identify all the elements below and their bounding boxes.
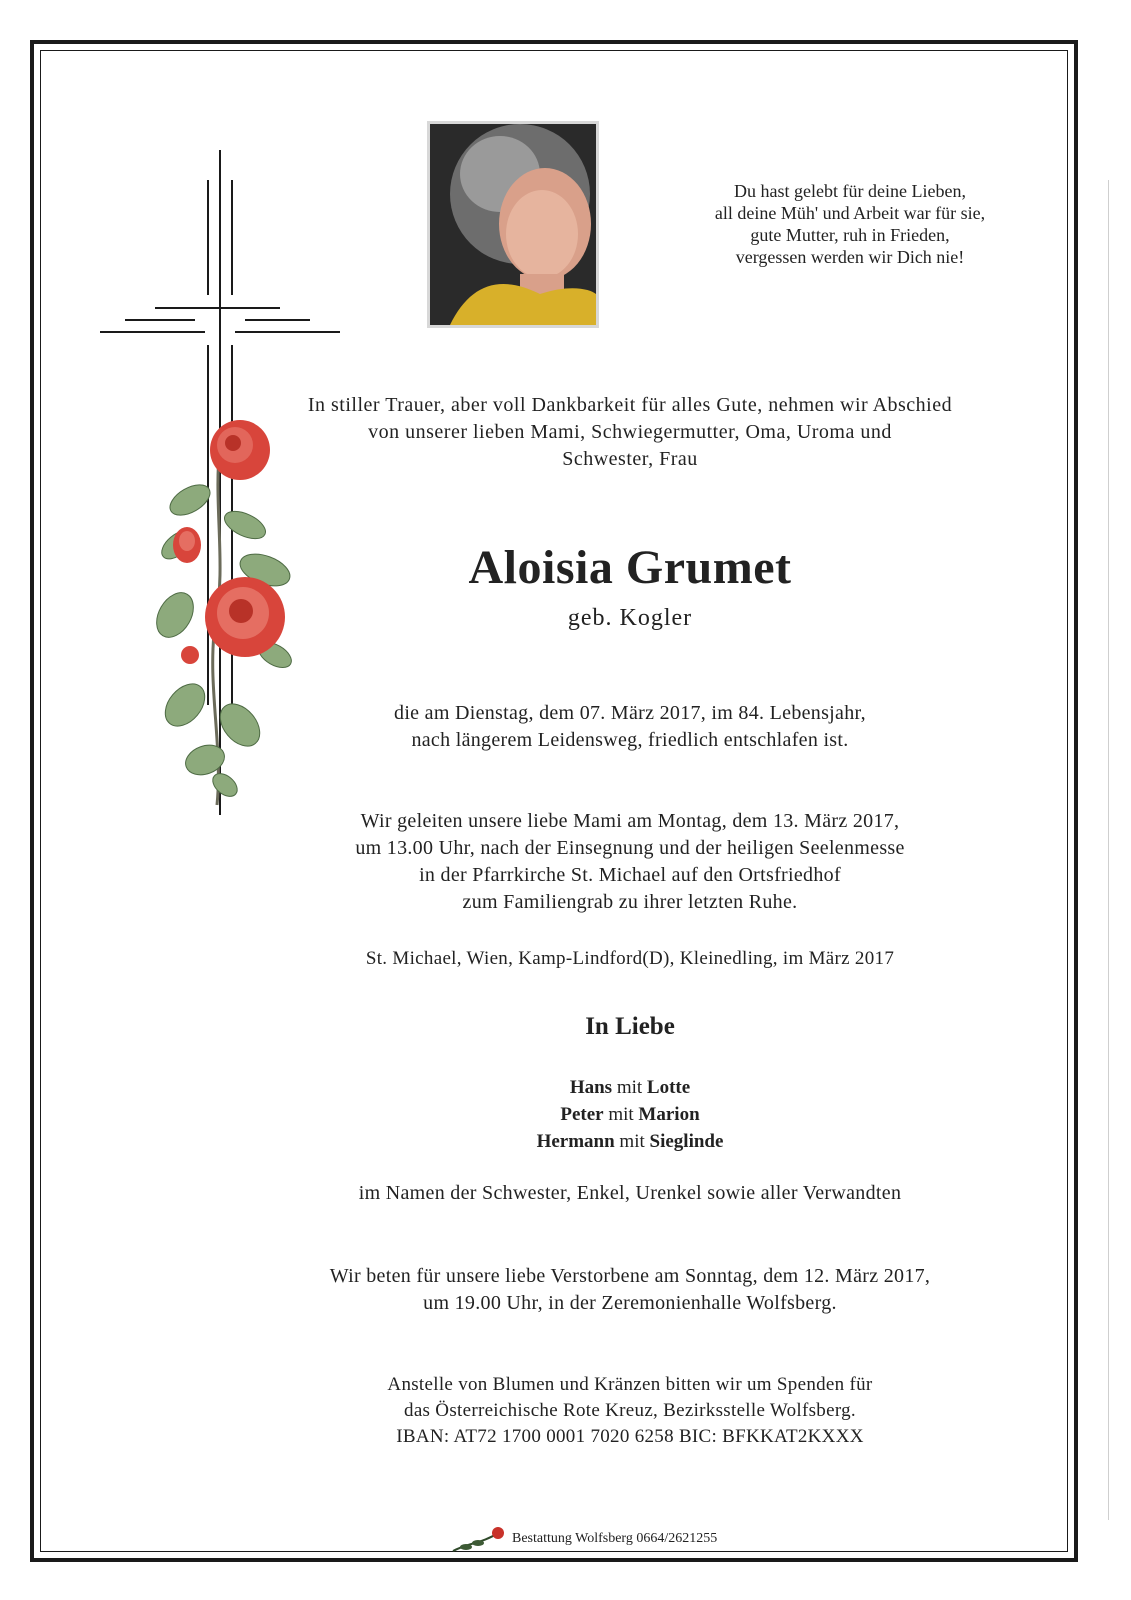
rose-logo-icon bbox=[448, 1525, 508, 1555]
family-member: Sieglinde bbox=[649, 1131, 724, 1152]
intro-line: In stiller Trauer, aber voll Dankbarkeit für alles Gute, nehmen wir Abschied bbox=[307, 394, 953, 416]
poem-line: gute Mutter, ruh in Frieden, bbox=[750, 225, 950, 245]
funeral-line: in der Pfarrkirche St. Michael auf den Ortsfriedhof bbox=[419, 864, 841, 886]
funeral-details bbox=[250, 808, 1010, 916]
family-row bbox=[250, 1128, 1010, 1155]
scan-edge-line bbox=[1108, 180, 1109, 1520]
donation-line: das Österreichische Rote Kreuz, Bezirksstelle Wolfsberg. bbox=[404, 1400, 856, 1421]
undertaker-footer bbox=[440, 1525, 760, 1555]
poem-line: Du hast gelebt für deine Lieben, bbox=[734, 181, 966, 201]
funeral-line: zum Familiengrab zu ihrer letzten Ruhe. bbox=[462, 891, 798, 913]
family-row bbox=[250, 1101, 1010, 1128]
prayer-line: um 19.00 Uhr, in der Zeremonienhalle Wolfsberg. bbox=[423, 1292, 837, 1314]
family-member: Lotte bbox=[646, 1077, 691, 1098]
deceased-name: Aloisia Grumet bbox=[468, 541, 792, 594]
maiden-name: geb. Kogler bbox=[567, 605, 693, 631]
memorial-poem bbox=[660, 180, 1040, 268]
funeral-line: Wir geleiten unsere liebe Mami am Montag, dem 13. März 2017, bbox=[360, 810, 900, 832]
intro-line: von unserer lieben Mami, Schwiegermutter, Oma, Uroma und bbox=[368, 421, 892, 443]
funeral-line: um 13.00 Uhr, nach der Einsegnung und der heiligen Seelenmesse bbox=[355, 837, 905, 859]
family-joiner: mit bbox=[616, 1077, 643, 1098]
place-and-date: St. Michael, Wien, Kamp-Lindford(D), Kleinedling, im März 2017 bbox=[365, 948, 895, 969]
prayer-line: Wir beten für unsere liebe Verstorbene am Sonntag, dem 12. März 2017, bbox=[329, 1265, 931, 1287]
family-member: Hans bbox=[569, 1077, 613, 1098]
intro-line: Schwester, Frau bbox=[562, 448, 698, 470]
family-member: Hermann bbox=[536, 1131, 615, 1152]
intro-paragraph bbox=[250, 392, 1010, 473]
bank-details: IBAN: AT72 1700 0001 7020 6258 BIC: BFKKAT2KXXX bbox=[396, 1426, 864, 1447]
family-joiner: mit bbox=[619, 1131, 645, 1152]
donation-request bbox=[250, 1372, 1010, 1450]
undertaker-contact: Bestattung Wolfsberg 0664/2621255 bbox=[512, 1531, 718, 1546]
poem-line: all deine Müh' und Arbeit war für sie, bbox=[714, 203, 986, 223]
death-notice-line: nach längerem Leidensweg, friedlich entschlafen ist. bbox=[411, 729, 849, 751]
family-list bbox=[250, 1074, 1010, 1155]
death-notice-line: die am Dienstag, dem 07. März 2017, im 84. Lebensjahr, bbox=[394, 702, 866, 724]
family-row bbox=[250, 1074, 1010, 1101]
death-notice bbox=[250, 700, 1010, 754]
prayer-notice bbox=[250, 1263, 1010, 1317]
family-member: Marion bbox=[638, 1104, 700, 1125]
portrait-photo bbox=[427, 121, 599, 328]
on-behalf-line: im Namen der Schwester, Enkel, Urenkel sowie aller Verwandten bbox=[358, 1182, 902, 1204]
family-member: Peter bbox=[560, 1104, 604, 1125]
poem-line: vergessen werden wir Dich nie! bbox=[735, 247, 965, 267]
donation-line: Anstelle von Blumen und Kränzen bitten wir um Spenden für bbox=[387, 1374, 873, 1395]
in-love-heading: In Liebe bbox=[585, 1013, 675, 1040]
family-joiner: mit bbox=[608, 1104, 634, 1125]
